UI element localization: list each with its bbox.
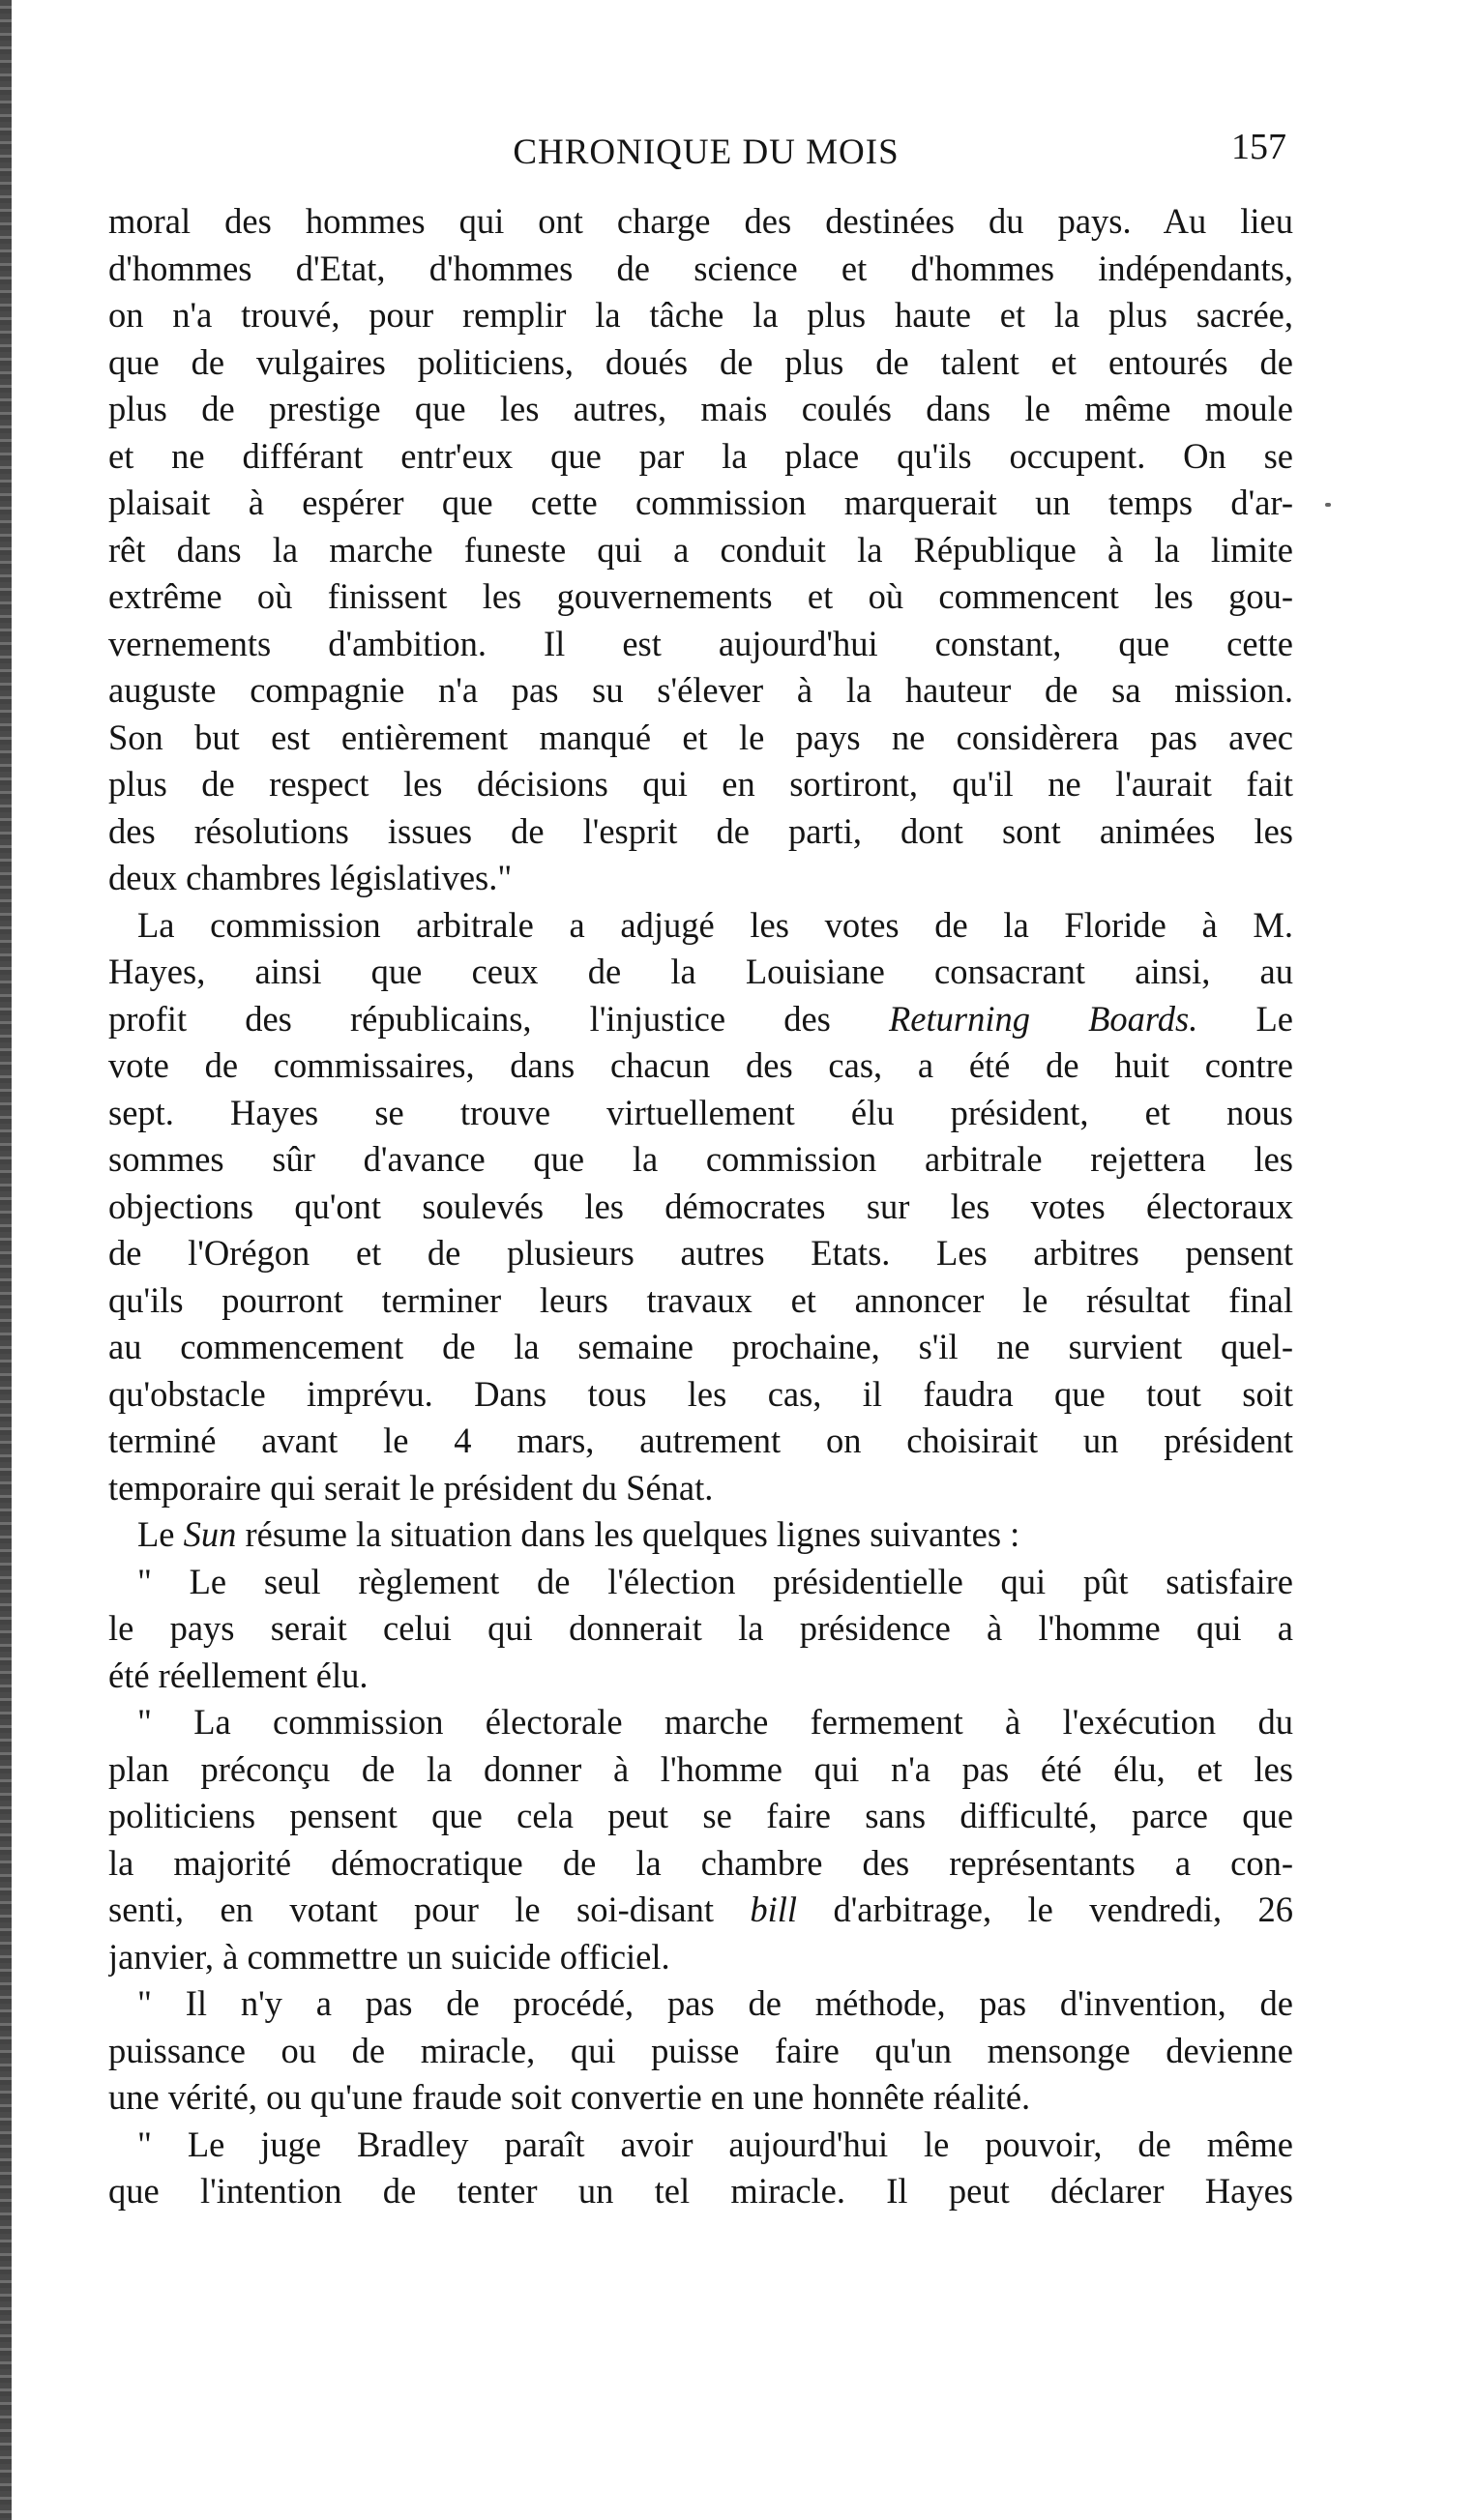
text-line: auguste compagnie n'a pas su s'élever à la hauteur de sa mission.	[108, 670, 1293, 710]
returning-boards-term: Returning Boards.	[889, 998, 1198, 1039]
text-line: qu'ils pourront terminer leurs travaux et annoncer le résultat final	[108, 1279, 1293, 1320]
text-line: la majorité démocratique de la chambre des représentants a con-	[108, 1842, 1293, 1883]
text-line: sept. Hayes se trouve virtuellement élu président, et nous	[108, 1092, 1293, 1132]
text-line: sommes sûr d'avance que la commission arbitrale rejettera les	[108, 1139, 1293, 1179]
text-line: " Le seul règlement de l'élection présidentielle qui pût satisfaire	[137, 1561, 1293, 1601]
running-head	[126, 126, 1286, 184]
text-line: d'hommes d'Etat, d'hommes de science et d'hommes indépendants,	[108, 248, 1293, 288]
text-line: de l'Orégon et de plusieurs autres Etats. Les arbitres pensent	[108, 1233, 1293, 1273]
text-line: Hayes, ainsi que ceux de la Louisiane consacrant ainsi, au	[108, 952, 1293, 991]
text-line: le pays serait celui qui donnerait la présidence à l'homme qui a	[108, 1608, 1293, 1648]
paragraph-end-line: été réellement élu.	[108, 1655, 369, 1695]
paragraph-end-line: deux chambres législatives."	[108, 858, 513, 897]
text-line: La commission arbitrale a adjugé les votes de la Floride à M.	[137, 904, 1293, 945]
text-line: plaisait à espérer que cette commission marquerait un temps d'ar-	[108, 483, 1293, 522]
text-line: Son but est entièrement manqué et le pays ne considèrera pas avec	[108, 717, 1293, 757]
text-line: plus de respect les décisions qui en sortiront, qu'il ne l'aurait fait	[108, 764, 1293, 804]
text-line: et ne différant entr'eux que par la place qu'ils occupent. On se	[108, 435, 1293, 476]
text-line: " La commission électorale marche fermement à l'exécution du	[137, 1702, 1293, 1742]
text-line: moral des hommes qui ont charge des destinées du pays. Au lieu	[108, 201, 1293, 241]
newspaper-name: Sun	[183, 1514, 237, 1554]
text-line: on n'a trouvé, pour remplir la tâche la plus haute et la plus sacrée,	[108, 295, 1293, 335]
text-line: puissance ou de miracle, qui puisse faire qu'un mensonge devienne	[108, 2030, 1293, 2070]
text-line: plus de prestige que les autres, mais coulés dans le même moule	[108, 389, 1293, 428]
text-line	[108, 996, 1293, 1043]
paragraph-end-line: janvier, à commettre un suicide officiel.	[108, 1936, 670, 1977]
text-line: que de vulgaires politiciens, doués de plus de talent et entourés de	[108, 341, 1293, 382]
page-title: CHRONIQUE DU MOIS	[513, 132, 900, 172]
text-line	[108, 1887, 1293, 1934]
text-line: plan préconçu de la donner à l'homme qui n'a pas été élu, et les	[108, 1748, 1293, 1789]
text-line: extrême où finissent les gouvernements et où commencent les gou-	[108, 576, 1293, 616]
text-line: politiciens pensent que cela peut se faire sans difficulté, parce que	[108, 1796, 1293, 1835]
text-line	[108, 1511, 1293, 1559]
bill-term: bill	[750, 1890, 798, 1929]
text-line: au commencement de la semaine prochaine, s'il ne survient quel-	[108, 1327, 1293, 1366]
text-line: objections qu'ont soulevés les démocrates sur les votes électoraux	[108, 1186, 1293, 1226]
text-segment: senti, en votant pour le soi-disant	[108, 1890, 714, 1929]
page-number: 157	[1231, 127, 1286, 167]
text-segment: profit des républicains, l'injustice des	[108, 998, 831, 1039]
text-line: rêt dans la marche funeste qui a conduit la République à la limite	[108, 529, 1293, 570]
text-line: des résolutions issues de l'esprit de parti, dont sont animées les	[108, 810, 1293, 851]
text-segment: Le	[137, 1514, 175, 1554]
text-segment: d'arbitrage, le vendredi, 26	[833, 1890, 1293, 1929]
text-line: que l'intention de tenter un tel miracle. Il peut déclarer Hayes	[108, 2171, 1293, 2211]
text-line: " Il n'y a pas de procédé, pas de méthode, pas d'invention, de	[137, 1983, 1293, 2023]
paragraph-end-line: une vérité, ou qu'une fraude soit convertie en une honnête réalité.	[108, 2077, 1031, 2117]
text-line: vote de commissaires, dans chacun des cas, a été de huit contre	[108, 1045, 1293, 1085]
text-segment: Le	[1255, 998, 1293, 1039]
text-line: qu'obstacle imprévu. Dans tous les cas, il faudra que tout soit	[108, 1373, 1293, 1414]
text-segment: résume la situation dans les quelques lignes suivantes :	[245, 1514, 1020, 1554]
text-line: " Le juge Bradley paraît avoir aujourd'hui le pouvoir, de même	[137, 2124, 1293, 2164]
ink-mark	[1325, 503, 1331, 507]
text-line: terminé avant le 4 mars, autrement on choisirait un président	[108, 1421, 1293, 1460]
text-line: vernements d'ambition. Il est aujourd'hui constant, que cette	[108, 623, 1293, 663]
paragraph-end-line: temporaire qui serait le président du Sénat.	[108, 1467, 714, 1508]
scan-border	[0, 0, 12, 2520]
body-text	[108, 198, 1293, 2306]
